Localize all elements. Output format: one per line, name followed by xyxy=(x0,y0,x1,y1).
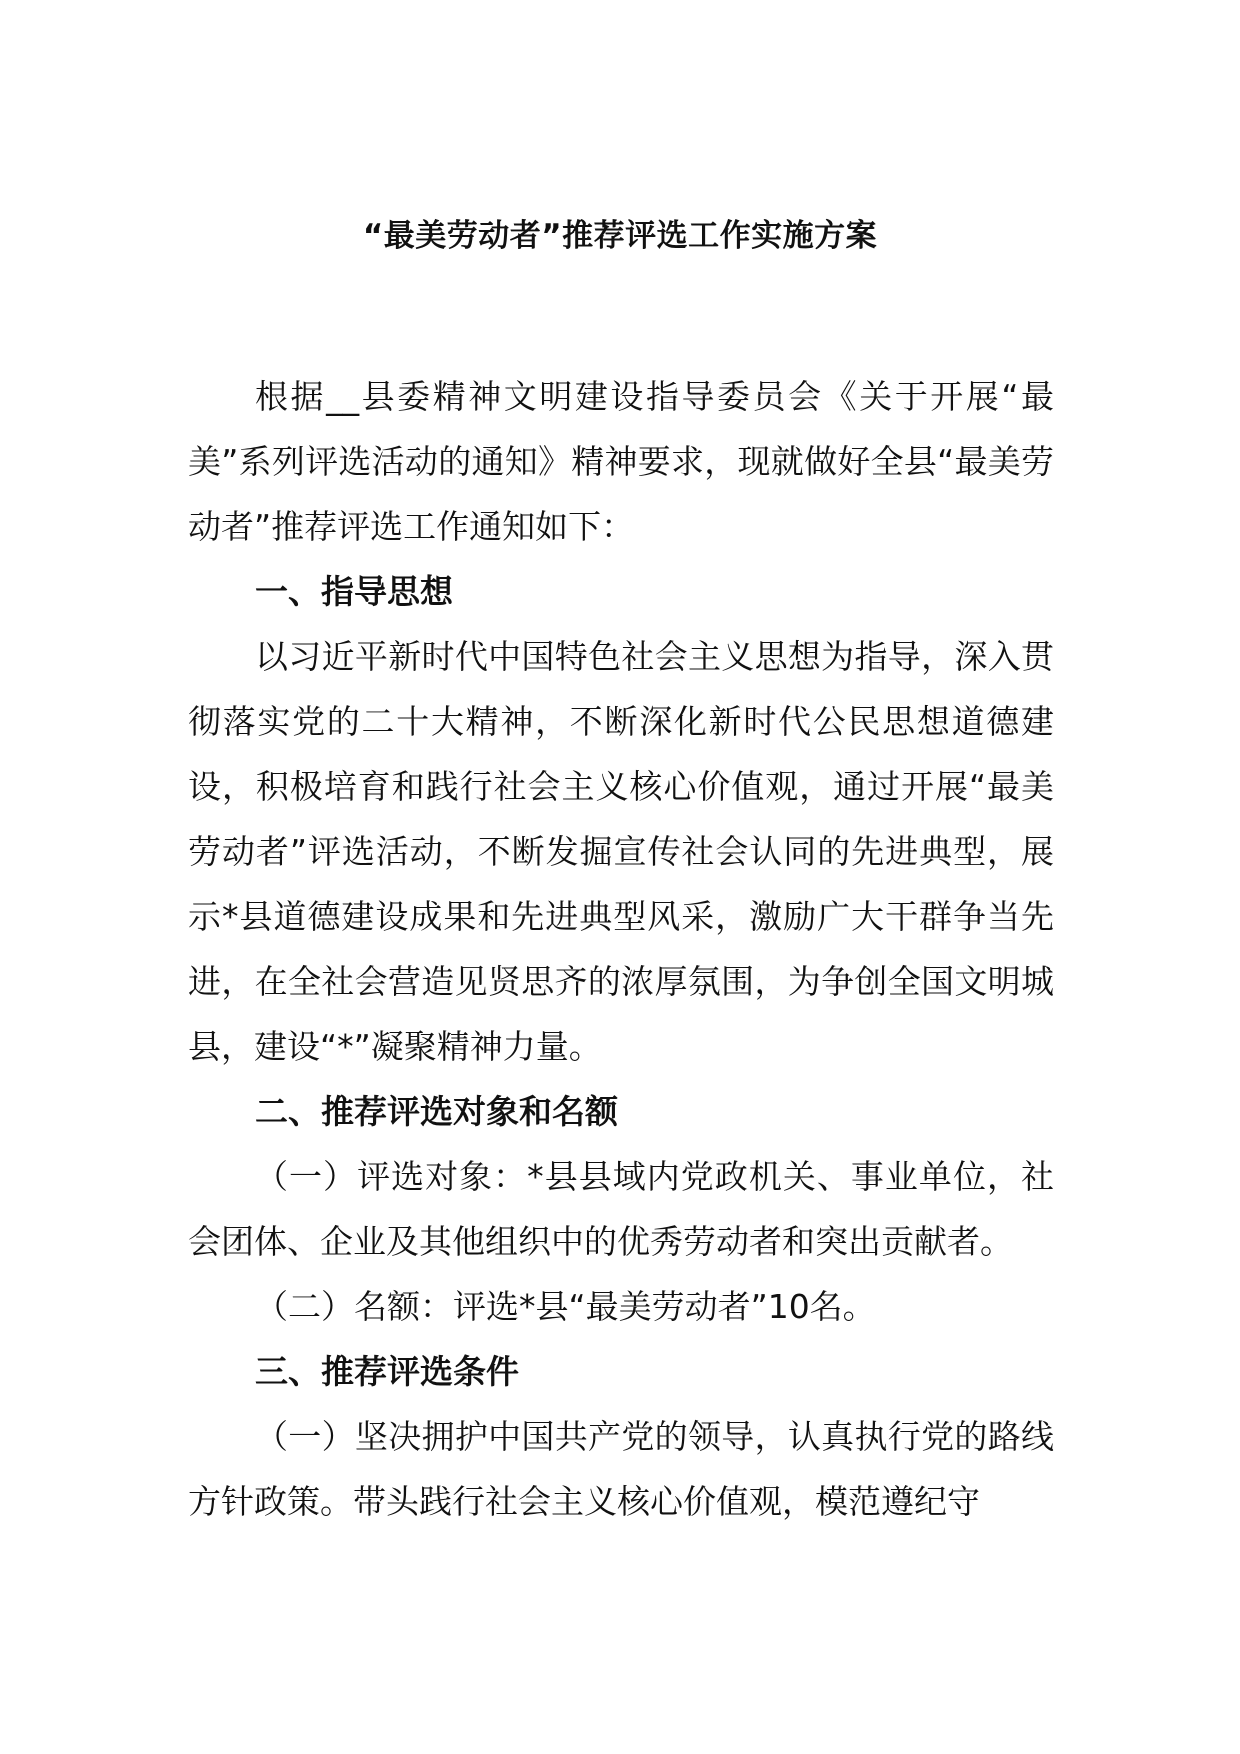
intro-paragraph: 根据__县委精神文明建设指导委员会《关于开展“最美”系列评选活动的通知》精神要求，现就做好全县“最美劳动者”推荐评选工作通知如下： xyxy=(188,377,1054,546)
section-heading-guiding-ideology: 一、指导思想 xyxy=(255,572,453,611)
section-heading-selection-conditions: 三、推荐评选条件 xyxy=(255,1352,519,1391)
section-heading-selection-targets: 二、推荐评选对象和名额 xyxy=(255,1092,618,1131)
selection-targets-item: （一）评选对象：*县县域内党政机关、事业单位，社会团体、企业及其他组织中的优秀劳动者和突出贡献者。 xyxy=(188,1157,1054,1261)
document-title: “最美劳动者”推荐评选工作实施方案 xyxy=(362,218,878,254)
quota-item: （二）名额：评选*县“最美劳动者”10名。 xyxy=(255,1287,876,1326)
document-body xyxy=(188,364,1054,1534)
guiding-ideology-paragraph: 以习近平新时代中国特色社会主义思想为指导，深入贯彻落实党的二十大精神，不断深化新时代公民思想道德建设，积极培育和践行社会主义核心价值观，通过开展“最美劳动者”评选活动，不断发掘宣传社会认同的先进典型，展示*县道德建设成果和先进典型风采，激励广大干群争当先进，在全社会营造见贤思齐的浓厚氛围，为争创全国文明城县，建设“*”凝聚精神力量。 xyxy=(188,637,1054,1066)
selection-condition-item: （一）坚决拥护中国共产党的领导，认真执行党的路线方针政策。带头践行社会主义核心价值观，模范遵纪守 xyxy=(188,1417,1054,1521)
